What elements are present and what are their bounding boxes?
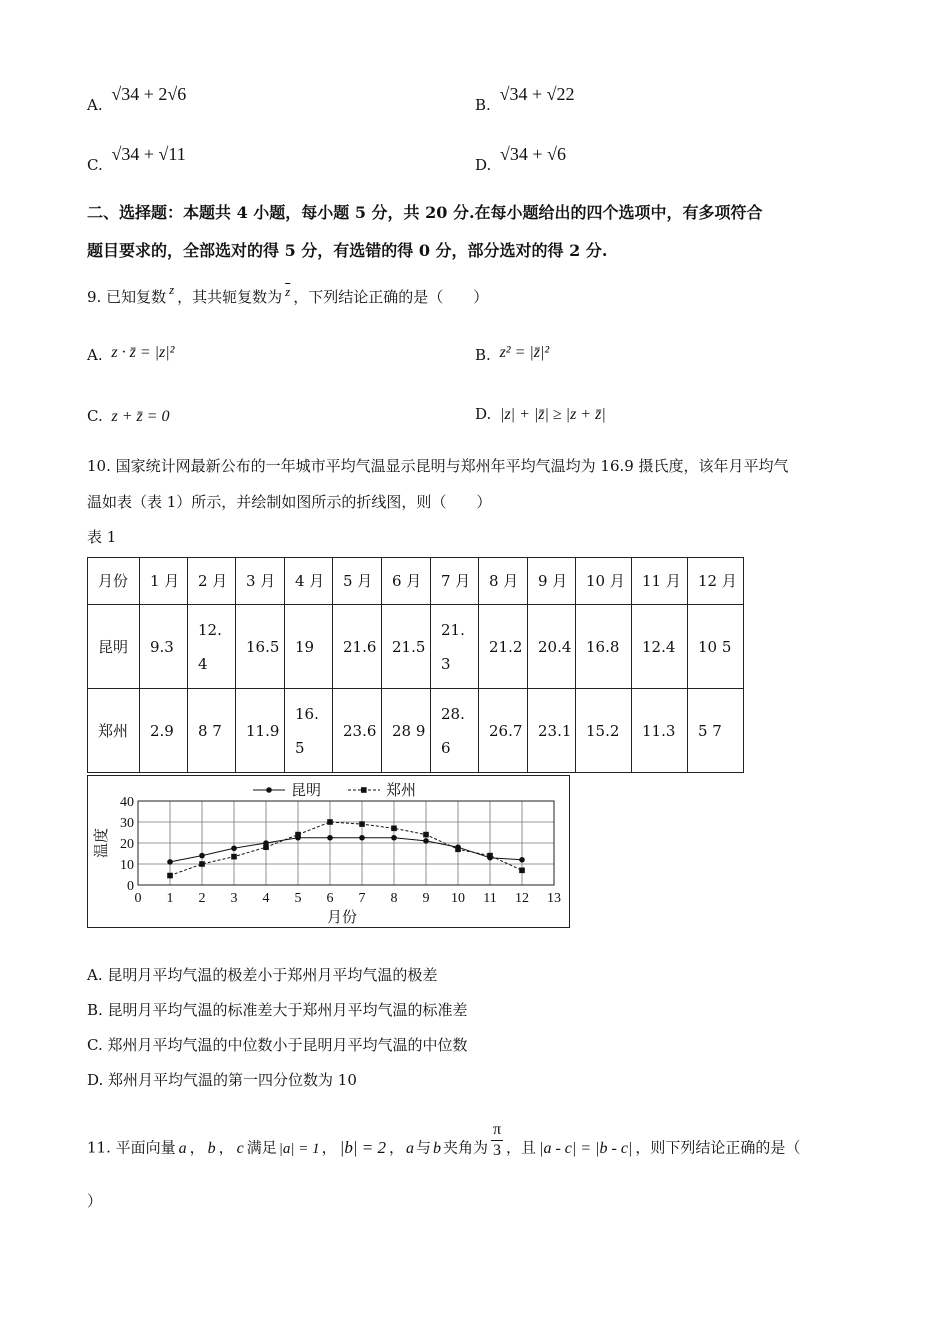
legend-marker-kunming xyxy=(266,787,272,793)
table-row-kunming xyxy=(88,605,744,689)
table-cell: 11.9 xyxy=(236,689,285,773)
table-cell: 10 5 xyxy=(688,605,744,689)
angle-text: 夹角为 xyxy=(443,1138,489,1157)
table-cell: 28 9 xyxy=(382,689,431,773)
q11-stem-end: ，则下列结论正确的是（ xyxy=(635,1138,801,1157)
table-cell: 16.8 xyxy=(576,605,632,689)
q8-option-d xyxy=(475,144,566,175)
table-cell: 28.6 xyxy=(431,689,479,773)
q9-stem-end: ，下列结论正确的是（ ） xyxy=(293,288,489,306)
q9-option-a xyxy=(87,346,174,365)
y-tick-label: 0 xyxy=(127,879,134,894)
table-cell: 8 7 xyxy=(188,689,236,773)
table-cell: 郑州 xyxy=(88,689,140,773)
q9-option-d xyxy=(475,405,606,424)
separator: ， xyxy=(218,1138,234,1157)
header-cell: 6 月 xyxy=(382,558,431,605)
q8-option-a xyxy=(87,84,187,115)
table-cell: 21.2 xyxy=(479,605,528,689)
x-tick-label: 4 xyxy=(262,891,270,906)
data-point xyxy=(455,847,461,853)
series-line-zhengzhou xyxy=(170,822,522,876)
q8-option-c xyxy=(87,144,186,175)
option-expr: |z| + |z̄| ≥ |z + z̄| xyxy=(500,406,606,423)
y-axis-label: 温度 xyxy=(94,827,110,859)
q10-option-a: A. 昆明月平均气温的极差小于郑州月平均气温的极差 xyxy=(87,966,438,984)
option-label: A. xyxy=(87,96,103,114)
data-point xyxy=(231,854,237,860)
temperature-line-chart xyxy=(87,775,570,928)
table-cell: 16.5 xyxy=(285,689,333,773)
fraction-numerator: π xyxy=(493,1121,502,1138)
option-label: C. xyxy=(87,407,103,425)
fraction-denominator: 3 xyxy=(493,1142,502,1159)
vector-a: a xyxy=(178,1139,187,1157)
table-cell: 12.4 xyxy=(632,605,688,689)
q11-stem-start: 11. 平面向量 xyxy=(87,1138,176,1157)
table-cell: 21.3 xyxy=(431,605,479,689)
option-label: C. xyxy=(87,156,103,174)
header-cell: 5 月 xyxy=(333,558,382,605)
data-point xyxy=(519,857,525,863)
q10-option-d: D. 郑州月平均气温的第一四分位数为 10 xyxy=(87,1071,357,1089)
legend-label-zhengzhou: 郑州 xyxy=(386,783,417,799)
table-cell: 19 xyxy=(285,605,333,689)
option-expr: √34 + √6 xyxy=(500,144,566,164)
data-point xyxy=(231,845,237,851)
header-cell: 7 月 xyxy=(431,558,479,605)
data-point xyxy=(487,853,493,859)
table-cell: 2.9 xyxy=(140,689,188,773)
x-tick-label: 10 xyxy=(451,891,465,906)
q9-option-b xyxy=(475,346,549,365)
table-cell: 12.4 xyxy=(188,605,236,689)
with-text: 与 xyxy=(416,1138,432,1157)
data-point xyxy=(327,835,333,841)
condition-intro: 满足 xyxy=(246,1138,277,1157)
x-tick-label: 9 xyxy=(422,891,430,906)
header-cell: 1 月 xyxy=(140,558,188,605)
option-expr: z² = |z̄|² xyxy=(499,344,550,361)
x-tick-label: 5 xyxy=(294,891,302,906)
q9-stem xyxy=(87,282,489,307)
data-point xyxy=(423,832,429,838)
table-cell: 15.2 xyxy=(576,689,632,773)
section-heading-line1: 二、选择题：本题共 4 小题，每小题 5 分，共 20 分.在每小题给出的四个选项中，有多项符合 xyxy=(87,203,763,222)
option-expr: √34 + √22 xyxy=(499,84,575,104)
table-cell: 昆明 xyxy=(88,605,140,689)
separator: ， xyxy=(189,1138,205,1157)
header-cell: 2 月 xyxy=(188,558,236,605)
angle-fraction xyxy=(491,1120,503,1161)
header-cell: 12 月 xyxy=(688,558,744,605)
table-row-zhengzhou xyxy=(88,689,744,773)
vector-b: b xyxy=(433,1139,442,1157)
q10-option-b: B. 昆明月平均气温的标准差大于郑州月平均气温的标准差 xyxy=(87,1001,468,1019)
separator: ， xyxy=(389,1138,405,1157)
table-cell: 9.3 xyxy=(140,605,188,689)
table-cell: 21.5 xyxy=(382,605,431,689)
x-tick-label: 11 xyxy=(483,891,497,906)
data-point xyxy=(295,832,301,838)
table-cell: 5 7 xyxy=(688,689,744,773)
table-cell: 21.6 xyxy=(333,605,382,689)
option-label: D. xyxy=(475,405,492,423)
header-cell: 11 月 xyxy=(632,558,688,605)
q9-option-c xyxy=(87,407,170,426)
q10-option-c: C. 郑州月平均气温的中位数小于昆明月平均气温的中位数 xyxy=(87,1036,468,1054)
q9-stem-start: 9. 已知复数 xyxy=(87,288,167,306)
option-expr: √34 + √11 xyxy=(111,144,186,164)
header-cell: 8 月 xyxy=(479,558,528,605)
section-heading-line2: 题目要求的，全部选对的得 5 分，有选错的得 0 分，部分选对的得 2 分. xyxy=(87,241,608,260)
data-point xyxy=(263,844,269,850)
option-expr: √34 + 2√6 xyxy=(111,84,187,104)
option-label: B. xyxy=(475,96,491,114)
x-axis-label: 月份 xyxy=(326,910,358,926)
x-tick-label: 13 xyxy=(547,891,561,906)
condition-equal-distance: |a - c| = |b - c| xyxy=(539,1139,633,1157)
chart-svg xyxy=(88,776,569,927)
x-tick-label: 7 xyxy=(358,891,366,906)
header-cell: 3 月 xyxy=(236,558,285,605)
table-cell: 23.6 xyxy=(333,689,382,773)
vector-c: c xyxy=(236,1139,244,1157)
x-tick-label: 8 xyxy=(390,891,398,906)
q10-stem-line1: 10. 国家统计网最新公布的一年城市平均气温显示昆明与郑州年平均气温均为 16.9 摄氏度，该年月平均气 xyxy=(87,457,789,475)
vector-b: b xyxy=(207,1139,216,1157)
q9-z: z xyxy=(169,282,175,297)
data-point xyxy=(167,859,173,865)
data-point xyxy=(359,821,365,827)
x-tick-label: 3 xyxy=(230,891,238,906)
table-cell: 20.4 xyxy=(528,605,576,689)
table-cell: 11.3 xyxy=(632,689,688,773)
q9-zbar: $\overline{z}$ xyxy=(285,284,291,299)
header-cell: 4 月 xyxy=(285,558,333,605)
x-tick-label: 12 xyxy=(515,891,529,906)
data-point xyxy=(359,835,365,841)
q11-stem xyxy=(87,1121,801,1169)
data-point xyxy=(391,826,397,832)
legend-label-kunming: 昆明 xyxy=(291,783,322,799)
and-text: ，且 xyxy=(506,1138,537,1157)
x-tick-label: 0 xyxy=(134,891,142,906)
option-label: A. xyxy=(87,346,103,364)
y-tick-label: 40 xyxy=(120,795,134,810)
table-cell: 23.1 xyxy=(528,689,576,773)
table-cell: 16.5 xyxy=(236,605,285,689)
legend-marker-zhengzhou xyxy=(361,787,367,793)
data-point xyxy=(327,819,333,825)
x-tick-label: 1 xyxy=(166,891,174,906)
data-point xyxy=(391,835,397,841)
option-expr: z + z̄ = 0 xyxy=(111,408,170,425)
header-cell: 10 月 xyxy=(576,558,632,605)
x-tick-label: 2 xyxy=(198,891,206,906)
y-tick-label: 10 xyxy=(120,858,134,873)
data-point xyxy=(167,873,173,879)
option-label: D. xyxy=(475,156,492,174)
y-tick-label: 30 xyxy=(120,816,134,831)
vector-a: a xyxy=(406,1139,415,1157)
header-cell: 月份 xyxy=(88,558,140,605)
q11-close-paren: ） xyxy=(87,1192,103,1210)
q10-stem-line2: 温如表（表 1）所示，并绘制如图所示的折线图，则（ ） xyxy=(87,493,492,511)
table-caption: 表 1 xyxy=(87,528,117,546)
header-cell: 9 月 xyxy=(528,558,576,605)
option-label: B. xyxy=(475,346,491,364)
data-point xyxy=(519,868,525,874)
x-tick-label: 6 xyxy=(326,891,334,906)
y-tick-label: 20 xyxy=(120,837,134,852)
q8-option-b xyxy=(475,84,575,115)
condition-b-norm: |b| = 2 xyxy=(339,1137,386,1157)
condition-a-norm: |a| = 1 xyxy=(278,1140,320,1157)
temperature-table xyxy=(87,557,744,773)
data-point xyxy=(199,861,205,867)
option-expr: z · z̄ = |z|² xyxy=(111,344,175,361)
q9-stem-mid: ，其共轭复数为 xyxy=(177,288,283,306)
table-cell: 26.7 xyxy=(479,689,528,773)
series-line-kunming xyxy=(170,838,522,862)
data-point xyxy=(423,838,429,844)
data-point xyxy=(199,853,205,859)
separator: ， xyxy=(321,1138,337,1157)
table-header-row xyxy=(88,558,744,605)
